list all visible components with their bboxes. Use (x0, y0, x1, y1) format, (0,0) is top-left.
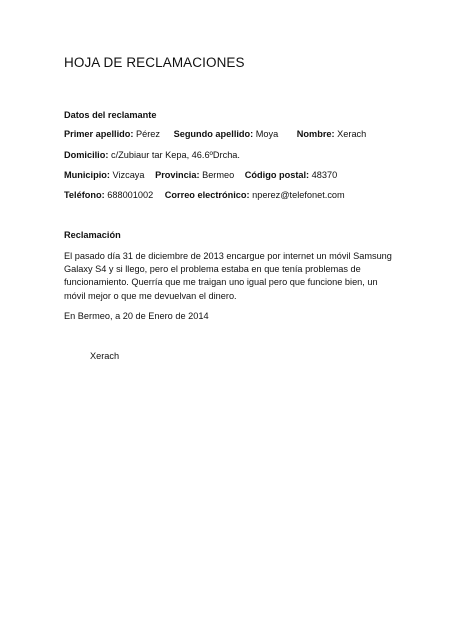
location-line (64, 169, 337, 182)
claim-body: El pasado día 31 de diciembre de 2013 encargue por internet un móvil Samsung Galaxy S4 y si llego, pero el problema estaba en que tenía problemas de funcionamiento. Querría que me traigan uno igual pero que funcione bien, un móvil mejor o que me devuelvan el dinero. (64, 251, 392, 301)
name-value: Xerach (337, 129, 367, 139)
postal-code-value: 48370 (311, 170, 338, 180)
email-label: Correo electrónico: (164, 190, 250, 200)
municipality-label: Municipio: (64, 170, 110, 180)
place-date: En Bermeo, a 20 de Enero de 2014 (64, 311, 209, 321)
municipality-value: Vizcaya (112, 170, 145, 180)
email-value: nperez@telefonet.com (252, 190, 345, 200)
contact-line (64, 189, 345, 202)
second-surname-label: Segundo apellido: (173, 129, 254, 139)
second-surname-value: Moya (255, 129, 279, 139)
name-label: Nombre: (296, 129, 335, 139)
surnames-line (64, 128, 366, 141)
phone-label: Teléfono: (64, 190, 105, 200)
phone-value: 688001002 (107, 190, 154, 200)
first-surname-label: Primer apellido: (64, 129, 134, 139)
signature: Xerach (90, 351, 120, 361)
claimant-heading: Datos del reclamante (64, 110, 157, 120)
postal-code-label: Código postal: (244, 170, 310, 180)
address-line (64, 149, 240, 162)
first-surname-value: Pérez (136, 129, 161, 139)
address-label: Domicilio: (64, 150, 109, 160)
province-value: Bermeo (202, 170, 235, 180)
province-label: Provincia: (155, 170, 200, 180)
claim-heading: Reclamación (64, 230, 121, 240)
document-title: HOJA DE RECLAMACIONES (64, 55, 245, 70)
address-value: c/Zubiaur tar Kepa, 46.6ºDrcha. (110, 150, 240, 160)
